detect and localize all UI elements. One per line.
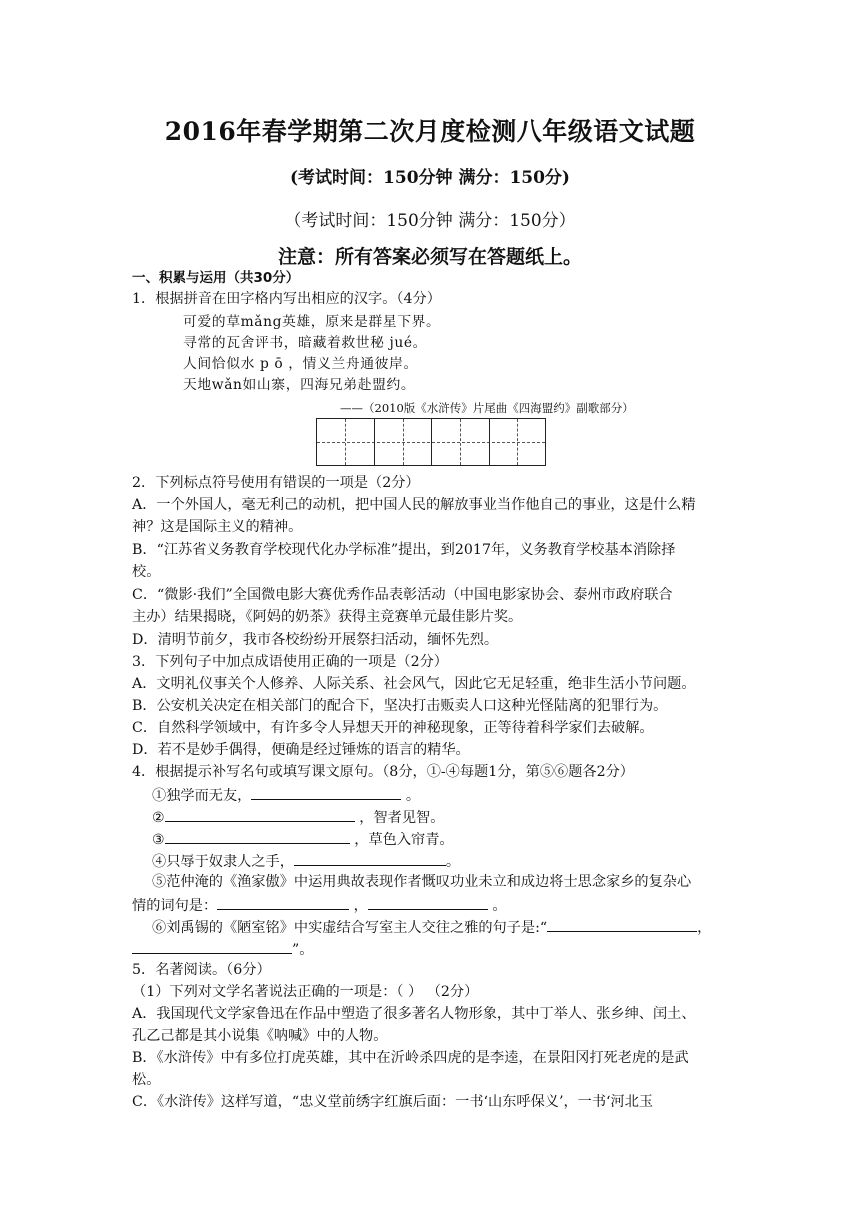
q3-option: A．文明礼仪事关个人修养、人际关系、社会风气，因此它无足轻重，绝非生活小节问题。 — [132, 676, 696, 692]
q3-option: B．公安机关决定在相关部门的配合下，坚决打击贩卖人口这种光怪陆离的犯罪行为。 — [132, 698, 668, 714]
poem-line: 寻常的瓦舍评书，暗藏着救世秘 jué。 — [183, 335, 428, 351]
answer-blank[interactable] — [368, 894, 488, 910]
grid-line — [489, 419, 490, 465]
q5-option: C．《水浒传》这样写道，“忠义堂前绣字红旗后面：一书‘山东呼保义’，一书‘河北玉 — [132, 1094, 654, 1110]
q3-option: D．若不是妙手偶得，便确是经过锤炼的语言的精华。 — [132, 742, 470, 758]
q1-stem: 1．根据拼音在田字格内写出相应的汉字。（4分） — [132, 291, 441, 307]
answer-blank[interactable] — [294, 850, 446, 866]
q2-option: 神？这是国际主义的精神。 — [132, 519, 303, 535]
answer-blank[interactable] — [251, 784, 401, 800]
q5-option: A．我国现代文学家鲁迅在作品中塑造了很多著名人物形象，其中丁举人、张乡绅、闰土、 — [132, 1006, 696, 1022]
q4-stem: 4．根据提示补写名句或填写课文原句。（8分，①-④每题1分，第⑤⑥题各2分） — [132, 764, 634, 780]
poem-line: 天地wǎn如山寨，四海兄弟赴盟约。 — [183, 377, 416, 393]
fill-item: ①独学而无友， 。 — [152, 784, 420, 806]
q5-option: 松。 — [132, 1072, 161, 1088]
answer-blank[interactable] — [217, 894, 349, 910]
q2-option: A．一个外国人，毫无利己的动机，把中国人民的解放事业当作他自己的事业，这是什么精 — [132, 497, 696, 513]
q5-sub-question: （1）下列对文学名著说法正确的一项是：（ ） （2分） — [132, 984, 479, 1000]
grid-line — [374, 419, 375, 465]
q2-option: 校。 — [132, 564, 161, 580]
fill-item: ⑤范仲淹的《渔家傲》中运用典故表现作者慨叹功业未立和成边将士思念家乡的复杂心 — [152, 874, 692, 890]
page-title: 2016年春学期第二次月度检测八年级语文试题 — [164, 117, 696, 146]
poem-source: ——（2010版《水浒传》片尾曲《四海盟约》副歌部分） — [340, 401, 634, 415]
answer-blank[interactable] — [165, 806, 355, 822]
grid-line — [517, 419, 518, 465]
q2-stem: 2．下列标点符号使用有错误的一项是（2分） — [132, 475, 420, 491]
grid-line — [460, 419, 461, 465]
grid-line — [403, 419, 404, 465]
fill-item: 情的词句是： ， 。 — [132, 894, 507, 916]
q2-option: C．“微影·我们”全国微电影大赛优秀作品表彰活动（中国电影家协会、泰州市政府联合 — [132, 587, 673, 603]
answer-blank[interactable] — [547, 916, 697, 932]
exam-time-bold: (考试时间：150分钟 满分：150分) — [290, 168, 570, 188]
q3-stem: 3．下列句子中加点成语使用正确的一项是（2分） — [132, 654, 448, 670]
q2-option: D．清明节前夕，我市各校纷纷开展祭扫活动，缅怀先烈。 — [132, 632, 499, 648]
grid-line — [431, 419, 432, 465]
fill-item: ”。 — [132, 938, 313, 960]
q5-option: B．《水浒传》中有多位打虎英雄，其中在沂岭杀四虎的是李逵，在景阳冈打死老虎的是武 — [132, 1050, 689, 1066]
fill-item: ④只辱于奴隶人之手， 。 — [152, 850, 460, 872]
q3-option: C．自然科学领域中，有许多令人异想天开的神秘现象，正等待着科学家们去破解。 — [132, 720, 654, 736]
grid-line — [345, 419, 346, 465]
poem-line: 人间恰似水 p ō ，情义兰舟通彼岸。 — [183, 356, 418, 372]
answer-blank[interactable] — [165, 828, 350, 844]
fill-item: ③ ，草色入帘青。 — [152, 828, 454, 850]
q2-option: B．“江苏省义务教育学校现代化办学标准”提出，到2017年，义务教育学校基本消除择 — [132, 542, 676, 558]
section-heading: 一、积累与运用（共30分） — [132, 270, 300, 286]
tianzige-grid[interactable] — [316, 418, 546, 466]
poem-line: 可爱的草mǎng英雄，原来是群星下界。 — [183, 314, 441, 330]
answer-blank[interactable] — [132, 938, 292, 954]
fill-item: ⑥刘禹锡的《陋室铭》中实虚结合写室主人交往之雅的句子是:“ ， — [152, 916, 711, 938]
q5-stem: 5．名著阅读。（6分） — [132, 962, 271, 978]
q2-option: 主办）结果揭晓，《阿妈的奶茶》获得主竞赛单元最佳影片奖。 — [132, 609, 523, 625]
q5-option: 孔乙己都是其小说集《呐喊》中的人物。 — [132, 1028, 388, 1044]
notice: 注意：所有答案必须写在答题纸上。 — [277, 246, 582, 268]
fill-item: ② ，智者见智。 — [152, 806, 444, 828]
exam-time: （考试时间：150分钟 满分：150分） — [284, 211, 576, 231]
